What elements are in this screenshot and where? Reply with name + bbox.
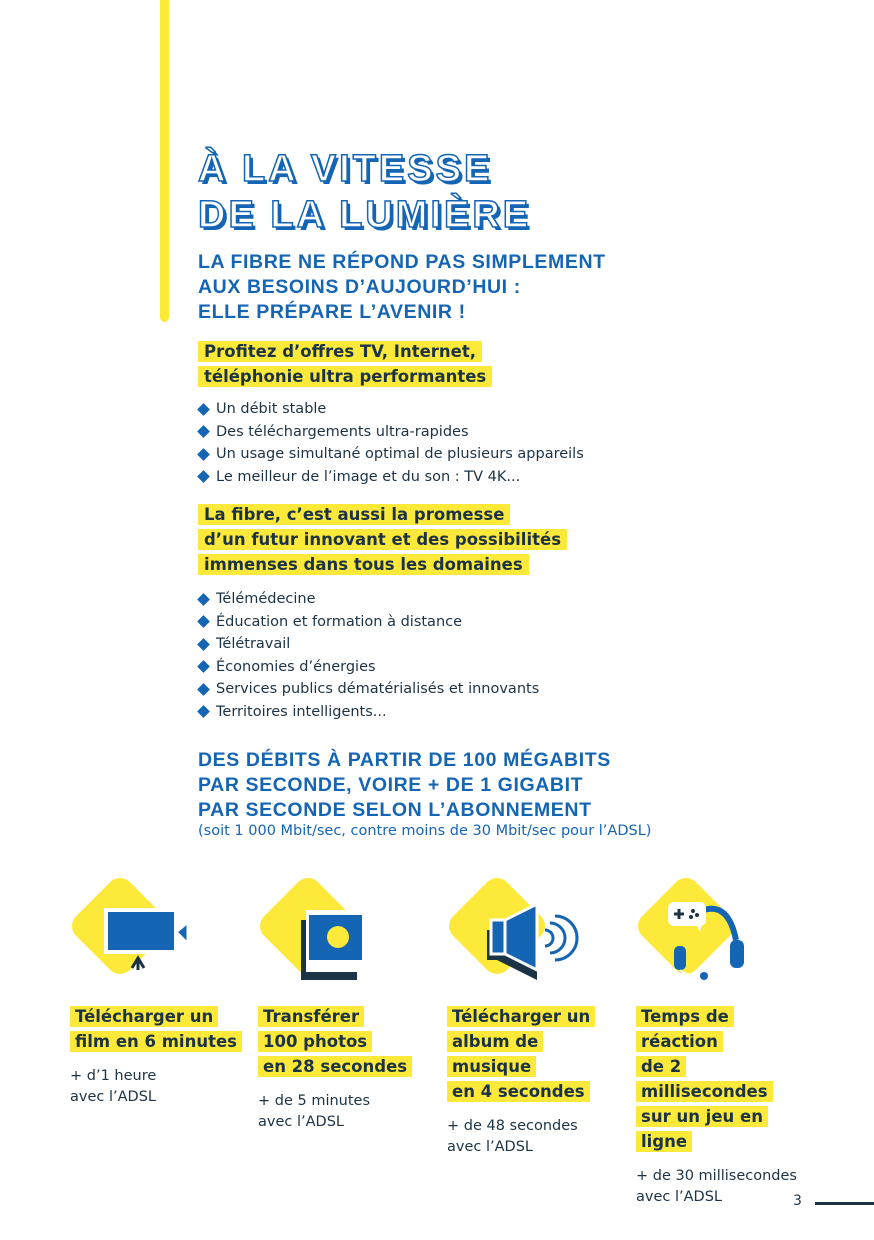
heading-line: DES DÉBITS À PARTIR DE 100 MÉGABITS — [198, 749, 611, 771]
feature-label: sur un jeu en ligne — [636, 1106, 768, 1152]
diamond-bullet-icon — [197, 425, 210, 438]
list-item-text: Services publics dématérialisés et innovants — [216, 681, 540, 697]
feature-label: Télécharger un — [70, 1006, 218, 1027]
list-item — [196, 678, 539, 701]
list-item-text: Des téléchargements ultra-rapides — [216, 423, 469, 440]
footer-divider — [815, 1202, 874, 1205]
highlight-future — [198, 502, 567, 577]
diamond-bullet-icon — [197, 403, 210, 416]
adsl-comparison: + de 5 minutes avec l’ADSL — [258, 1093, 371, 1130]
feature-photos — [258, 880, 438, 1133]
diamond-bullet-icon — [197, 638, 210, 651]
diamond-bullet-icon — [197, 683, 210, 696]
list-item-text: Territoires intelligents... — [216, 703, 387, 720]
list-item — [196, 421, 584, 444]
feature-label: en 4 secondes — [447, 1081, 590, 1102]
subtitle-line: AUX BESOINS D’AUJOURD’HUI : — [198, 276, 521, 298]
feature-label: Temps de réaction — [636, 1006, 734, 1052]
speaker-icon — [447, 880, 567, 990]
diamond-bullet-icon — [197, 448, 210, 461]
list-item-text: Le meilleur de l’image et du son : TV 4K... — [216, 468, 521, 485]
feature-music — [447, 880, 627, 1158]
list-item-text: Un usage simultané optimal de plusieurs appareils — [216, 446, 584, 462]
list-item — [196, 656, 539, 679]
diamond-bullet-icon — [197, 660, 210, 673]
feature-label: 100 photos — [258, 1031, 372, 1052]
speed-heading — [198, 748, 611, 823]
highlight-offers — [198, 339, 492, 389]
video-camera-icon — [70, 880, 190, 990]
diamond-bullet-icon — [197, 593, 210, 606]
diamond-bullet-icon — [197, 705, 210, 718]
title-line: DE LA LUMIÈRE — [198, 194, 532, 236]
list-item — [196, 701, 539, 724]
page-title — [198, 146, 531, 238]
subtitle — [198, 250, 606, 325]
list-item-text: Télétravail — [216, 636, 291, 652]
feature-label: Transférer — [258, 1006, 364, 1027]
feature-label: album de musique — [447, 1031, 543, 1077]
feature-label: Télécharger un — [447, 1006, 595, 1027]
speed-note: (soit 1 000 Mbit/sec, contre moins de 30 Mbit/sec pour l’ADSL) — [198, 823, 652, 839]
benefits-list — [196, 398, 584, 488]
feature-label: film en 6 minutes — [70, 1031, 242, 1052]
highlight-line: La fibre, c’est aussi la promesse — [198, 504, 510, 525]
subtitle-line: LA FIBRE NE RÉPOND PAS SIMPLEMENT — [198, 251, 606, 273]
list-item-text: Éducation et formation à distance — [216, 613, 463, 630]
list-item — [196, 466, 584, 489]
list-item — [196, 633, 539, 656]
list-item — [196, 398, 584, 421]
domains-list — [196, 588, 539, 723]
feature-label: de 2 millisecondes — [636, 1056, 773, 1102]
highlight-line: Profitez d’offres TV, Internet, — [198, 341, 482, 362]
title-line: À LA VITESSE — [198, 148, 493, 190]
list-item-text: Un débit stable — [216, 401, 327, 417]
page-number: 3 — [793, 1193, 802, 1209]
feature-gaming — [636, 880, 816, 1208]
gaming-headset-icon — [636, 880, 756, 990]
list-item — [196, 588, 539, 611]
list-item — [196, 611, 539, 634]
feature-video — [70, 880, 250, 1108]
heading-line: PAR SECONDE SELON L’ABONNEMENT — [198, 799, 592, 821]
diamond-bullet-icon — [197, 615, 210, 628]
decorative-yellow-bar — [160, 0, 169, 322]
list-item-text: Télémédecine — [216, 591, 316, 607]
heading-line: PAR SECONDE, VOIRE + DE 1 GIGABIT — [198, 774, 584, 796]
subtitle-line: ELLE PRÉPARE L’AVENIR ! — [198, 301, 466, 323]
list-item — [196, 443, 584, 466]
photo-icon — [258, 880, 378, 990]
list-item-text: Économies d’énergies — [216, 658, 376, 675]
adsl-comparison: + de 48 secondes avec l’ADSL — [447, 1118, 578, 1155]
adsl-comparison: + de 30 millisecondes avec l’ADSL — [636, 1168, 797, 1205]
feature-label: en 28 secondes — [258, 1056, 412, 1077]
adsl-comparison: + d’1 heure avec l’ADSL — [70, 1068, 157, 1105]
highlight-line: d’un futur innovant et des possibilités — [198, 529, 567, 550]
highlight-line: téléphonie ultra performantes — [198, 366, 492, 387]
diamond-bullet-icon — [197, 470, 210, 483]
highlight-line: immenses dans tous les domaines — [198, 554, 529, 575]
